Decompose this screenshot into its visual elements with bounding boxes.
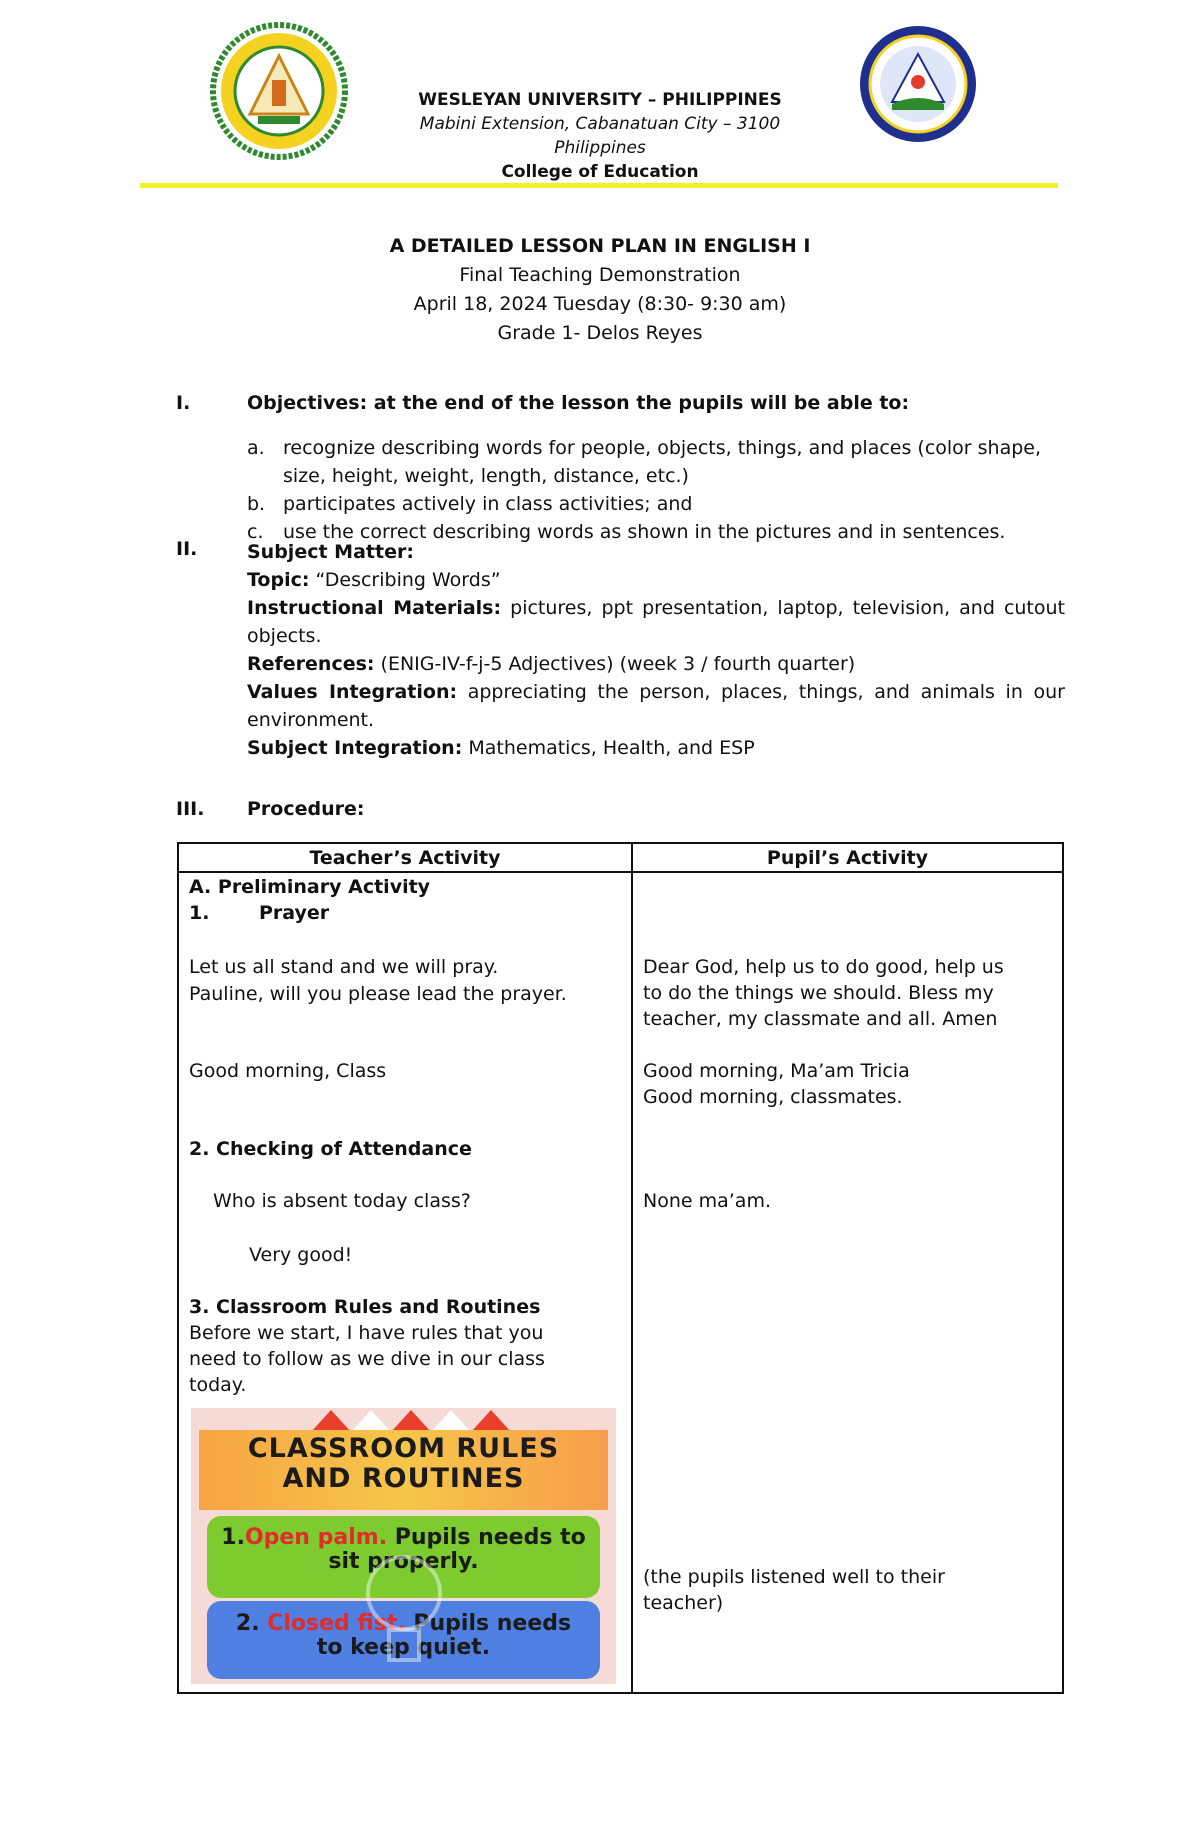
materials-value: pictures, ppt presentation, laptop, television, and cutout objects.: [247, 597, 1065, 647]
pupil-prayer-line: teacher, my classmate and all. Amen: [643, 1008, 998, 1030]
subject-integration-label: Subject Integration:: [247, 737, 463, 759]
objective-item: [247, 434, 1065, 490]
pupil-greeting-line: Good morning, Ma’am Tricia: [643, 1060, 910, 1082]
teacher-praise: Very good!: [249, 1244, 353, 1266]
pupil-attendance-answer: None ma’am.: [643, 1190, 771, 1212]
college-name: College of Education: [501, 162, 699, 182]
objective-text: participates actively in class activities; and: [283, 493, 693, 515]
rules-heading: 3. Classroom Rules and Routines: [189, 1296, 541, 1318]
objective-letter: b.: [247, 493, 266, 515]
rule-two-rest: Pupils needs: [405, 1611, 572, 1636]
teacher-rules-line: Before we start, I have rules that you: [189, 1322, 544, 1344]
classroom-rules-poster: [191, 1408, 616, 1684]
rule-one-number: 1.: [221, 1525, 245, 1550]
pupil-greeting-line: Good morning, classmates.: [643, 1086, 903, 1108]
rule-two-key: Closed fist.: [267, 1611, 406, 1636]
wesleyan-university-seal-icon: [210, 22, 348, 160]
lesson-title-block: [300, 232, 900, 348]
pupil-activity-header: Pupil’s Activity: [766, 847, 929, 869]
rule-one-key: Open palm.: [244, 1525, 388, 1550]
objective-letter: c.: [247, 521, 264, 543]
poster-title: [199, 1434, 608, 1494]
poster-title-line: AND ROUTINES: [282, 1463, 525, 1494]
prayer-heading: Prayer: [259, 902, 330, 924]
preliminary-activity: A. Preliminary Activity: [189, 876, 431, 898]
objectives-heading: Objectives: at the end of the lesson the pupils will be able to:: [247, 392, 910, 414]
subject-matter-heading: Subject Matter:: [247, 541, 414, 563]
lightbulb-icon: [359, 1548, 449, 1678]
values-label: Values Integration:: [247, 681, 458, 703]
objectives-list: [247, 434, 1065, 546]
materials-label: Instructional Materials:: [247, 597, 502, 619]
references-value: (ENIG-IV-f-j-5 Adjectives) (week 3 / fourth quarter): [374, 653, 856, 675]
teacher-rules-line: today.: [189, 1374, 247, 1396]
subject-matter-numeral: II.: [176, 538, 198, 560]
topic-value: “Describing Words”: [309, 569, 501, 591]
lesson-grade: Grade 1- Delos Reyes: [497, 322, 703, 344]
header-rule: [140, 183, 1058, 188]
prayer-number: 1.: [189, 902, 210, 924]
rule-two-line2: to keep quiet.: [316, 1635, 491, 1660]
university-header: [380, 88, 820, 184]
rule-one-rest: Pupils needs to: [387, 1525, 586, 1550]
lesson-subtitle: Final Teaching Demonstration: [459, 264, 741, 286]
teacher-prayer-line: Let us all stand and we will pray.: [189, 956, 499, 978]
objective-letter: a.: [247, 437, 265, 459]
pupil-rules-line: teacher): [643, 1592, 724, 1614]
lesson-date: April 18, 2024 Tuesday (8:30- 9:30 am): [413, 293, 787, 315]
header-divider: [179, 871, 1062, 873]
university-address: Mabini Extension, Cabanatuan City – 3100: [419, 114, 781, 134]
teacher-prayer-line: Pauline, will you please lead the prayer.: [189, 983, 567, 1005]
teacher-attendance-question: Who is absent today class?: [213, 1190, 471, 1212]
attendance-heading: 2. Checking of Attendance: [189, 1138, 472, 1160]
topic-label: Topic:: [247, 569, 310, 591]
objective-text: use the correct describing words as shown in the pictures and in sentences.: [283, 521, 1006, 543]
lesson-title: A DETAILED LESSON PLAN IN ENGLISH I: [389, 235, 811, 257]
procedure-heading: Procedure:: [247, 798, 365, 820]
teacher-greeting: Good morning, Class: [189, 1060, 387, 1082]
pupil-prayer-line: Dear God, help us to do good, help us: [643, 956, 1004, 978]
procedure-numeral: III.: [176, 798, 205, 820]
values-value: appreciating the person, places, things, and animals in our environment.: [247, 681, 1065, 731]
objectives-numeral: I.: [176, 392, 191, 414]
pupil-prayer-line: to do the things we should. Bless my: [643, 982, 994, 1004]
objective-item: [247, 490, 1065, 518]
objective-text: recognize describing words for people, objects, things, and places (color shape, size, height, weight, length, distance, etc.): [283, 437, 1042, 487]
subject-matter-block: [247, 538, 1065, 762]
poster-title-line: CLASSROOM RULES: [247, 1433, 560, 1464]
column-divider: [631, 844, 633, 1692]
subject-integration-value: Mathematics, Health, and ESP: [462, 737, 755, 759]
pupil-rules-line: (the pupils listened well to their: [643, 1566, 945, 1588]
teacher-rules-line: need to follow as we dive in our class: [189, 1348, 545, 1370]
poster-awning-icon: [191, 1408, 616, 1432]
college-of-education-seal-icon: [852, 22, 984, 146]
university-country: Philippines: [554, 138, 646, 158]
rule-two-number: 2.: [235, 1611, 268, 1636]
teacher-activity-header: Teacher’s Activity: [309, 847, 501, 869]
references-label: References:: [247, 653, 375, 675]
rule-one-line2: sit properly.: [328, 1549, 479, 1574]
university-name: WESLEYAN UNIVERSITY – PHILIPPINES: [418, 90, 782, 110]
